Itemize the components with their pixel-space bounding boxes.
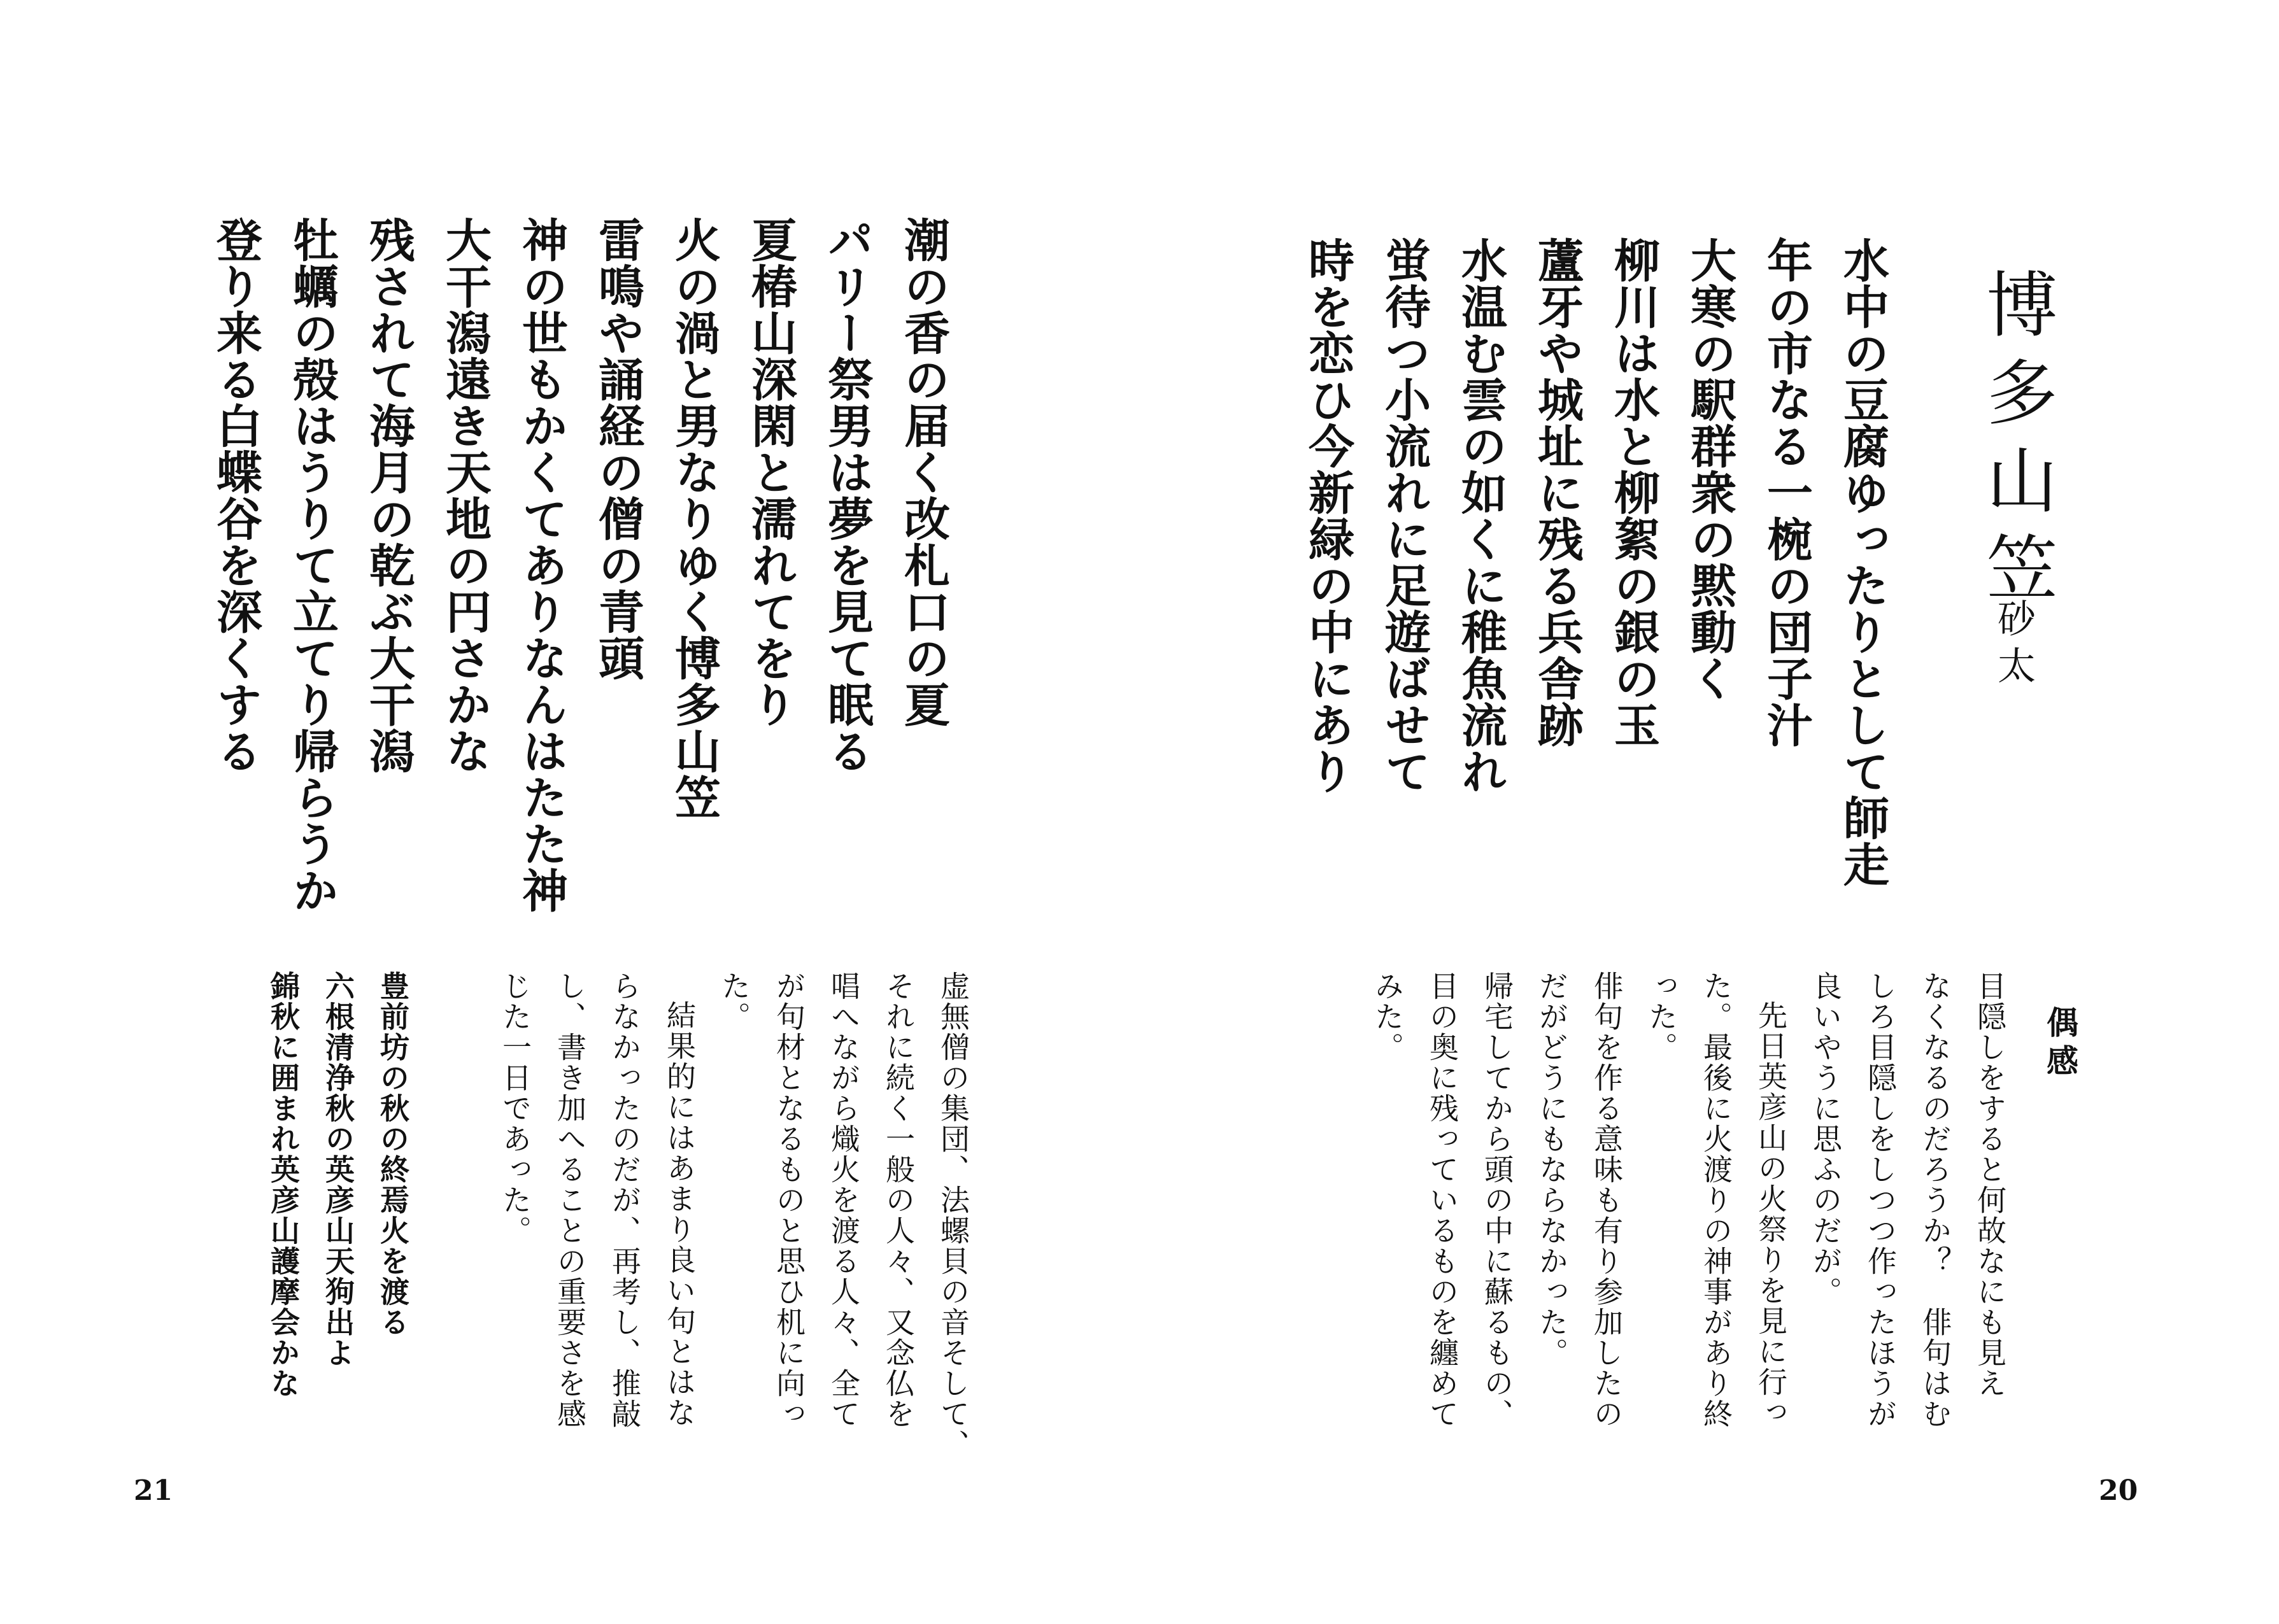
haiku-line: 水中の豆腐ゆったりとして師走 <box>1836 237 1890 887</box>
essay-line: 帰宅してから頭の中に蘇るもの、 <box>1480 971 1514 1429</box>
haiku-line: 残されて海月の乾ぶ大干潟 <box>362 216 416 774</box>
haiku-line: 登り来る白蝶谷を深くする <box>209 216 263 774</box>
haiku-line: 時を恋ひ今新緑の中にあり <box>1301 237 1355 794</box>
haiku-line: 豊前坊の秋の終焉火を渡る <box>376 971 410 1338</box>
haiku-line: 夏椿山深閑と濡れてをり <box>744 216 798 728</box>
essay-line: た。 <box>717 971 751 1032</box>
essay-line: 結果的にはあまり良い句とはな <box>662 1000 697 1428</box>
essay-right <box>1360 971 2017 1467</box>
author-name: 砂太 <box>1991 598 2036 693</box>
haiku-line: 年の市なる一椀の団子汁 <box>1759 237 1814 748</box>
haiku-line: 錦秋に囲まれ英彦山護摩会かな <box>266 971 301 1399</box>
essay-line: 良いやうに思ふのだが。 <box>1808 971 1843 1307</box>
essay-line: った。 <box>1644 971 1679 1063</box>
essay-line: 虚無僧の集団、法螺貝の音そして、 <box>936 971 970 1460</box>
essay-line: 目隠しをすると何故なにも見え <box>1973 971 2007 1399</box>
essay-line: みた。 <box>1370 971 1405 1063</box>
essay-heading: 偶感 <box>2041 1006 2079 1082</box>
haiku-line: 大干潟遠き天地の円さかな <box>438 216 492 774</box>
haiku-line: 火の渦と男なりゆく博多山笠 <box>667 216 721 821</box>
essay-line: なくなるのだろうか？ 俳句はむ <box>1918 971 1952 1429</box>
haiku-line: 六根清浄秋の英彦山天狗出よ <box>321 971 355 1368</box>
essay-line: 先日英彦山の火祭りを見に行っ <box>1754 1000 1788 1428</box>
haiku-line: 牡蠣の殻はうりて立てり帰らうか <box>285 216 339 914</box>
essay-line: 唱へながら熾火を渡る人々、全て <box>827 971 861 1429</box>
haiku-list <box>209 216 962 914</box>
haiku-line: 潮の香の届く改札口の夏 <box>897 216 951 728</box>
haiku-list <box>1301 237 1901 887</box>
haiku-line: 蛍待つ小流れに足遊ばせて <box>1377 237 1431 794</box>
essay-line: しろ目隠しをしつつ作ったほうが <box>1863 971 1898 1429</box>
essay-line: た。最後に火渡りの神事があり終 <box>1699 971 1733 1429</box>
essay-line: 俳句を作る意味も有り参加したの <box>1589 971 1624 1429</box>
haiku-line: 水温む雲の如くに稚魚流れ <box>1454 237 1508 794</box>
essay-line: らなかったのだが、再考し、推敲 <box>607 971 642 1429</box>
essay-line: が句材となるものと思ひ机に向っ <box>772 971 806 1429</box>
essay-left <box>484 971 981 1467</box>
haiku-line: 蘆牙や城址に残る兵舎跡 <box>1530 237 1584 748</box>
haiku-line: 大寒の駅群衆の黙動く <box>1683 237 1737 702</box>
essay-line: し、書き加へることの重要さを感 <box>553 971 587 1429</box>
haiku-line: 柳川は水と柳絮の銀の玉 <box>1607 237 1661 748</box>
essay-line: それに続く一般の人々、又念仏を <box>881 971 916 1429</box>
haiku-line: パリー祭男は夢を見て眠る <box>820 216 874 774</box>
page-title: 博多山笠 <box>1975 267 2057 619</box>
essay-line: だがどうにもならなかった。 <box>1535 971 1569 1368</box>
page-number: 20 <box>2099 1474 2138 1507</box>
page-number: 21 <box>134 1474 173 1507</box>
essay-line: 目の奥に残っているものを纏めて <box>1425 971 1459 1429</box>
haiku-line: 神の世もかくてありなんはたた神 <box>515 216 569 914</box>
closing-haiku-list <box>229 971 420 1467</box>
haiku-line: 雷鳴や誦経の僧の青頭 <box>591 216 645 681</box>
essay-line: じた一日であった。 <box>498 971 532 1246</box>
